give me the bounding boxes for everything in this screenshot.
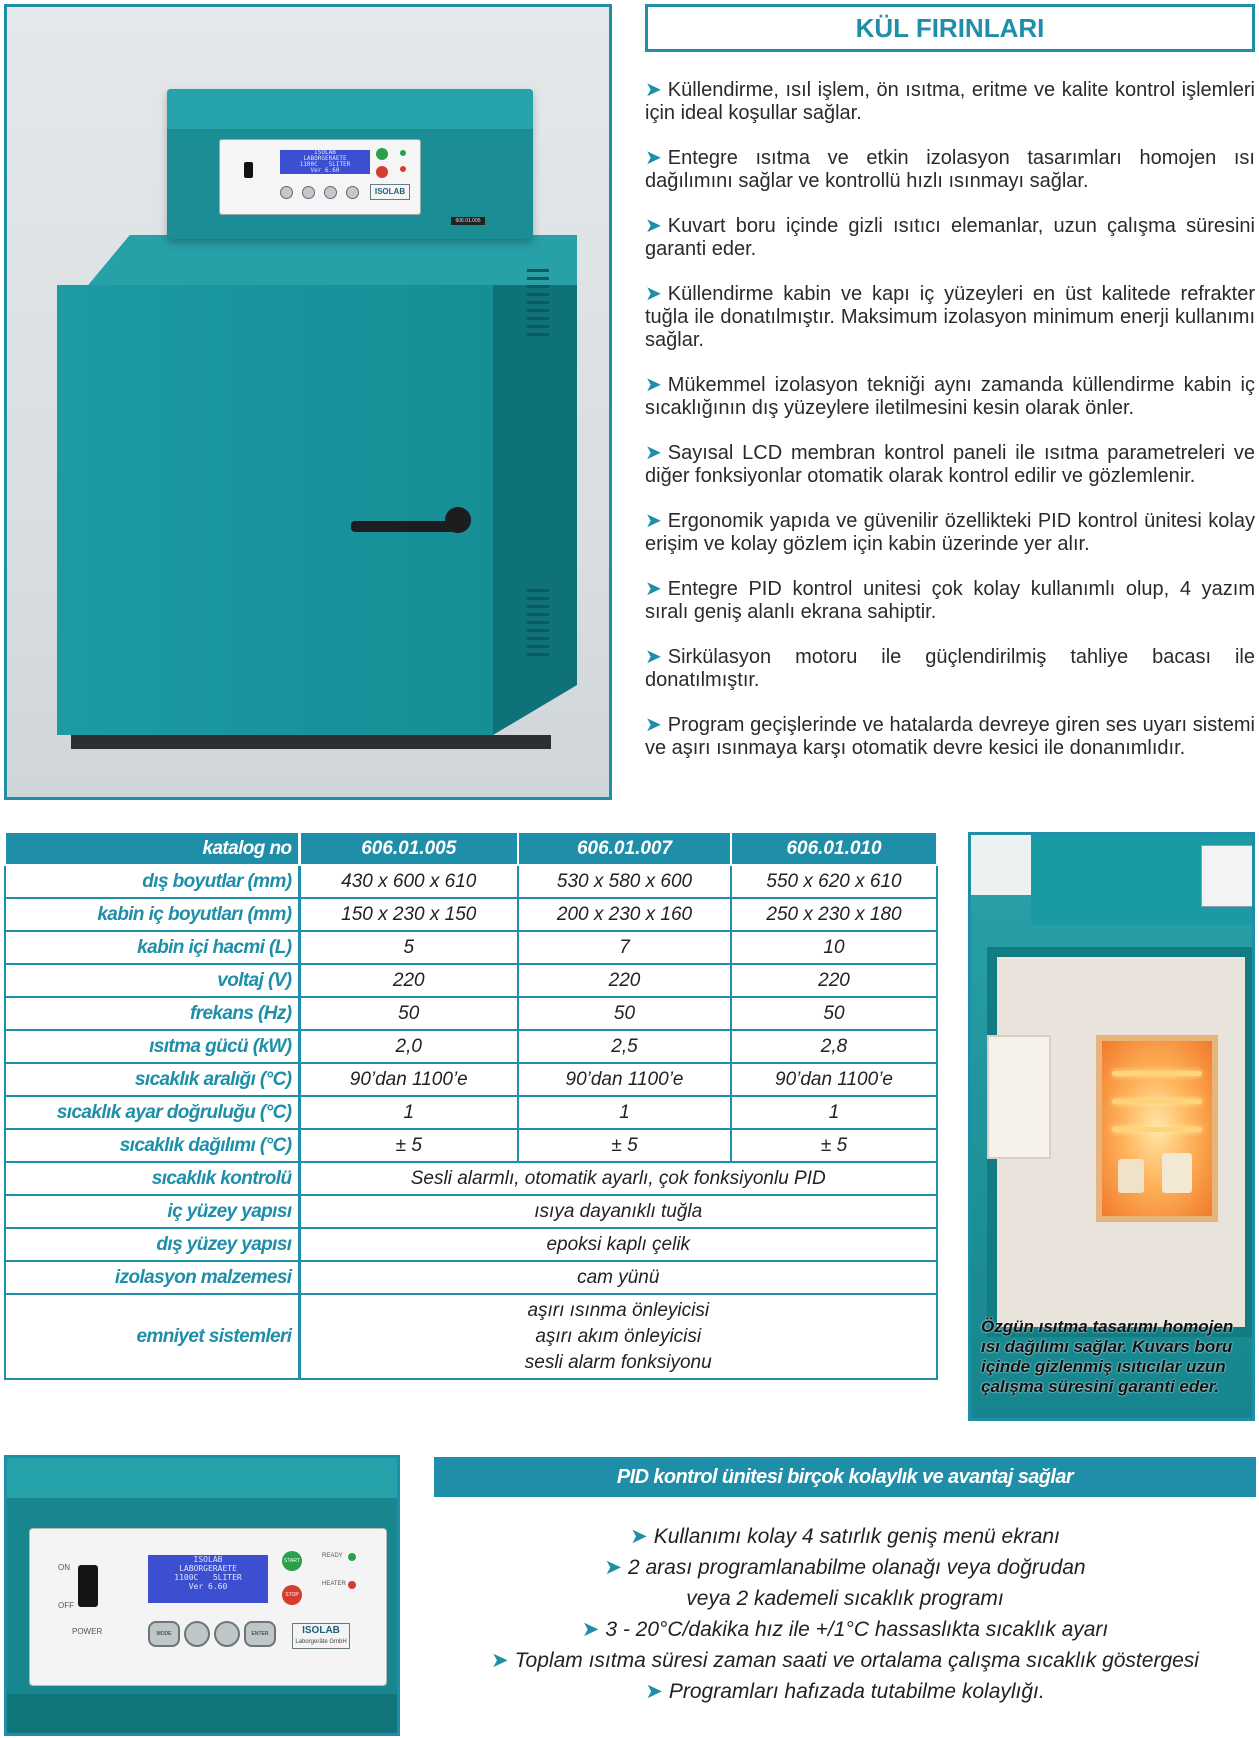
model-number: 606.01.010	[731, 832, 937, 865]
page-title: KÜL FIRINLARI	[645, 4, 1255, 52]
lcd-line: Ver 6.60	[310, 167, 340, 174]
arrow-right-icon: ➤	[604, 1556, 622, 1579]
feature-item	[645, 215, 1255, 261]
table-row	[5, 997, 937, 1030]
safety-line: aşırı akım önleyicisi	[535, 1325, 702, 1347]
spec-label: kabin iç boyutları (mm)	[5, 898, 299, 931]
spec-value: 550 x 620 x 610	[731, 865, 937, 898]
spec-label: ısıtma gücü (kW)	[5, 1030, 299, 1063]
heating-chamber	[1096, 1035, 1218, 1222]
spec-value: 250 x 230 x 180	[731, 898, 937, 931]
pid-item-text: 3 - 20°C/dakika hız ile +/1°C hassaslıkta sıcaklık ayarı	[605, 1618, 1109, 1641]
feature-item	[645, 646, 1255, 692]
lcd-line: LABORGERAETE	[179, 1564, 237, 1573]
spec-label: emniyet sistemleri	[5, 1294, 299, 1379]
spec-value: 1	[518, 1096, 731, 1129]
spec-value: 90’dan 1100’e	[731, 1063, 937, 1096]
feature-item	[645, 374, 1255, 420]
arrow-right-icon: ➤	[581, 1618, 600, 1641]
ready-led-icon	[348, 1553, 356, 1561]
feature-item	[645, 510, 1255, 556]
spec-value: Sesli alarmlı, otomatik ayarlı, çok fonksiyonlu PID	[299, 1162, 937, 1195]
table-row	[5, 898, 937, 931]
crucible-icon	[1162, 1153, 1192, 1193]
ready-label: READY	[322, 1553, 343, 1559]
spec-value: 50	[518, 997, 731, 1030]
pid-item	[434, 1676, 1256, 1707]
switch-on-label: ON	[58, 1563, 70, 1572]
table-row	[5, 1195, 937, 1228]
spec-value: 50	[731, 997, 937, 1030]
product-photo-main	[4, 4, 612, 800]
enter-button-icon	[346, 186, 359, 199]
lcd-line: 1100C 5LITER	[174, 1573, 242, 1582]
arrow-right-icon: ➤	[645, 646, 662, 668]
open-door-insulation	[987, 1035, 1051, 1159]
down-button-icon	[302, 186, 315, 199]
spec-value: epoksi kaplı çelik	[299, 1228, 937, 1261]
lcd-display	[280, 150, 370, 174]
arrow-right-icon: ➤	[491, 1649, 509, 1672]
feature-item	[645, 79, 1255, 125]
arrow-right-icon: ➤	[645, 374, 662, 396]
lcd-line: ISOLAB	[314, 149, 336, 156]
spec-label: dış boyutlar (mm)	[5, 865, 299, 898]
spec-value: 50	[299, 997, 518, 1030]
arrow-right-icon: ➤	[645, 215, 662, 237]
pid-item-text: Toplam ısıtma süresi zaman saati ve ortalama çalışma sıcaklık göstergesi	[514, 1649, 1199, 1672]
spec-value: 90’dan 1100’e	[518, 1063, 731, 1096]
model-number: 606.01.005	[299, 832, 518, 865]
control-panel-closeup	[29, 1528, 387, 1686]
pid-advantages-list	[434, 1521, 1256, 1707]
oven-base	[71, 735, 551, 749]
spec-value: 90’dan 1100’e	[299, 1063, 518, 1096]
heater-led-icon	[400, 166, 406, 172]
lcd-display	[148, 1555, 268, 1603]
pid-heading: PID kontrol ünitesi birçok kolaylık ve avantaj sağlar	[434, 1457, 1256, 1497]
start-button: START	[282, 1551, 302, 1571]
feature-item	[645, 147, 1255, 193]
ready-led-icon	[400, 150, 406, 156]
feature-text: Küllendirme kabin ve kapı iç yüzeyleri en üst kalitede refrakter tuğla ile donatılmıştır. Maksimum izolasyon minimum enerji kullanımı sağlar.	[645, 283, 1255, 351]
pid-item	[434, 1521, 1256, 1552]
pid-item-text: 2 arası programlanabilme olanağı veya doğrudan veya 2 kademeli sıcaklık programı	[627, 1556, 1086, 1610]
product-photo-panel	[4, 1455, 400, 1736]
spec-value	[299, 1294, 937, 1379]
spec-value: ± 5	[299, 1129, 518, 1162]
pid-item-text: Programları hafızada tutabilme kolaylığı.	[668, 1680, 1045, 1703]
feature-item	[645, 283, 1255, 352]
table-row	[5, 1030, 937, 1063]
spec-table	[4, 831, 938, 1380]
feature-text: Entegre PID kontrol unitesi çok kolay kullanımlı olup, 4 yazım sıralı geniş alanlı ekrana sahiptir.	[645, 578, 1255, 623]
interior-caption: Özgün ısıtma tasarımı homojen ısı dağılımı sağlar. Kuvars boru içinde gizlenmiş ısıtıcılar uzun çalışma süresini garanti eder.	[981, 1317, 1234, 1396]
heater-coil-icon	[1112, 1127, 1202, 1132]
pid-item	[434, 1552, 1256, 1614]
up-button-icon	[324, 186, 337, 199]
model-number: 606.01.007	[518, 832, 731, 865]
product-photo-interior	[968, 832, 1255, 1421]
crucible-icon	[1118, 1159, 1144, 1193]
door-handle	[351, 521, 455, 532]
lcd-line: 1100C 5LITER	[299, 161, 351, 168]
spec-value: 200 x 230 x 160	[518, 898, 731, 931]
mode-button: MODE	[148, 1621, 180, 1647]
spec-value: 530 x 580 x 600	[518, 865, 731, 898]
feature-item	[645, 442, 1255, 488]
oven-door	[57, 285, 493, 735]
spec-label: voltaj (V)	[5, 964, 299, 997]
isolab-logo	[370, 184, 410, 200]
safety-line: aşırı ısınma önleyicisi	[527, 1299, 710, 1321]
interior-control-panel	[1201, 845, 1253, 907]
arrow-right-icon: ➤	[645, 1680, 663, 1703]
spec-value: ısıya dayanıklı tuğla	[299, 1195, 937, 1228]
table-row	[5, 1261, 937, 1294]
feature-text: Mükemmel izolasyon tekniği aynı zamanda küllendirme kabin iç sıcaklığının dış yüzeylere iletilmesini kesin olarak önler.	[645, 374, 1255, 419]
arrow-right-icon: ➤	[630, 1525, 648, 1548]
spec-label: dış yüzey yapısı	[5, 1228, 299, 1261]
spec-label: frekans (Hz)	[5, 997, 299, 1030]
panel-housing-top	[7, 1458, 400, 1498]
table-row	[5, 1162, 937, 1195]
start-button-icon	[376, 148, 388, 160]
pid-item	[434, 1614, 1256, 1645]
model-tag	[451, 217, 485, 225]
spec-label: kabin içi hacmi (L)	[5, 931, 299, 964]
arrow-right-icon: ➤	[645, 283, 662, 305]
spec-label: sıcaklık kontrolü	[5, 1162, 299, 1195]
feature-text: Program geçişlerinde ve hatalarda devreye giren ses uyarı sistemi ve aşırı ısınmaya karşı otomatik devre kesici ile donanımlıdır.	[645, 714, 1255, 759]
spec-value: ± 5	[518, 1129, 731, 1162]
table-row	[5, 1129, 937, 1162]
spec-value: 430 x 600 x 610	[299, 865, 518, 898]
power-label: POWER	[72, 1627, 103, 1636]
spec-value: 1	[731, 1096, 937, 1129]
mode-button-icon	[280, 186, 293, 199]
up-button-icon	[214, 1621, 240, 1647]
power-switch-icon	[244, 162, 253, 178]
side-vent-icon	[527, 589, 549, 659]
heater-label: HEATER	[322, 1581, 346, 1587]
oven-top-panel	[57, 235, 577, 285]
spec-value: 2,5	[518, 1030, 731, 1063]
feature-item	[645, 578, 1255, 624]
spec-value: cam yünü	[299, 1261, 937, 1294]
spec-value: 150 x 230 x 150	[299, 898, 518, 931]
switch-off-label: OFF	[58, 1601, 74, 1610]
table-row	[5, 1063, 937, 1096]
model-tag-text: 606.01.005	[455, 218, 481, 224]
arrow-right-icon: ➤	[645, 714, 662, 736]
lcd-line: LABORGERAETE	[303, 155, 347, 162]
controller-housing-top	[167, 89, 533, 129]
heater-coil-icon	[1112, 1071, 1202, 1076]
feature-list	[645, 79, 1255, 782]
side-vent-icon	[527, 269, 549, 339]
table-row	[5, 1294, 937, 1379]
spec-label: sıcaklık aralığı (°C)	[5, 1063, 299, 1096]
spec-value: 7	[518, 931, 731, 964]
spec-label: iç yüzey yapısı	[5, 1195, 299, 1228]
arrow-right-icon: ➤	[645, 147, 662, 169]
pid-item	[434, 1645, 1256, 1676]
table-row	[5, 1096, 937, 1129]
arrow-right-icon: ➤	[645, 510, 662, 532]
spec-value: 5	[299, 931, 518, 964]
spec-value: 1	[299, 1096, 518, 1129]
spec-label: sıcaklık ayar doğruluğu (°C)	[5, 1096, 299, 1129]
down-button-icon	[184, 1621, 210, 1647]
table-header-row	[5, 832, 937, 865]
stop-button: STOP	[282, 1585, 302, 1605]
feature-text: Sayısal LCD membran kontrol paneli ile ısıtma parametreleri ve diğer fonksiyonlar otomatik olarak kontrol edilir ve gözlemlenir.	[645, 442, 1255, 487]
spec-value: 2,8	[731, 1030, 937, 1063]
spec-value: 220	[731, 964, 937, 997]
arrow-right-icon: ➤	[645, 578, 662, 600]
spec-value: 220	[299, 964, 518, 997]
isolab-logo	[292, 1623, 350, 1649]
door-handle-knob-icon	[445, 507, 471, 533]
heater-coil-icon	[1112, 1099, 1202, 1104]
spec-label: sıcaklık dağılımı (°C)	[5, 1129, 299, 1162]
spec-value: 220	[518, 964, 731, 997]
feature-text: Kuvart boru içinde gizli ısıtıcı elemanlar, uzun çalışma süresini garanti eder.	[645, 215, 1255, 260]
feature-text: Sirkülasyon motoru ile güçlendirilmiş tahliye bacası ile donatılmıştır.	[645, 646, 1255, 691]
enter-button: ENTER	[244, 1621, 276, 1647]
logo-text: ISOLAB	[302, 1625, 340, 1636]
spec-value: 2,0	[299, 1030, 518, 1063]
feature-text: Küllendirme, ısıl işlem, ön ısıtma, eritme ve kalite kontrol işlemleri için ideal koşullar sağlar.	[645, 79, 1255, 124]
feature-text: Entegre ısıtma ve etkin izolasyon tasarımları homojen ısı dağılımını sağlar ve kontrollü hızlı ısınmayı sağlar.	[645, 147, 1255, 192]
spec-label: katalog no	[5, 832, 299, 865]
logo-subtext: Laborgeräte GmbH	[295, 1639, 347, 1645]
table-row	[5, 865, 937, 898]
safety-line: sesli alarm fonksiyonu	[524, 1351, 712, 1373]
lcd-line: Ver 6.60	[188, 1582, 228, 1591]
heater-led-icon	[348, 1581, 356, 1589]
table-row	[5, 964, 937, 997]
control-panel	[219, 139, 421, 215]
power-switch-icon	[78, 1565, 98, 1607]
arrow-right-icon: ➤	[645, 79, 662, 101]
feature-text: Ergonomik yapıda ve güvenilir özellikteki PID kontrol ünitesi kolay erişim ve kolay gözlem için kabin üzerinde yer alır.	[645, 510, 1255, 555]
lcd-line: ISOLAB	[193, 1555, 223, 1564]
arrow-right-icon: ➤	[645, 442, 662, 464]
panel-housing-bottom	[7, 1694, 400, 1736]
spec-value: 10	[731, 931, 937, 964]
stop-button-icon	[376, 166, 388, 178]
logo-text: ISOLAB	[374, 187, 406, 196]
spec-label: izolasyon malzemesi	[5, 1261, 299, 1294]
pid-item-text: Kullanımı kolay 4 satırlık geniş menü ekranı	[653, 1525, 1060, 1548]
table-row	[5, 1228, 937, 1261]
feature-item	[645, 714, 1255, 760]
spec-value: ± 5	[731, 1129, 937, 1162]
table-row	[5, 931, 937, 964]
